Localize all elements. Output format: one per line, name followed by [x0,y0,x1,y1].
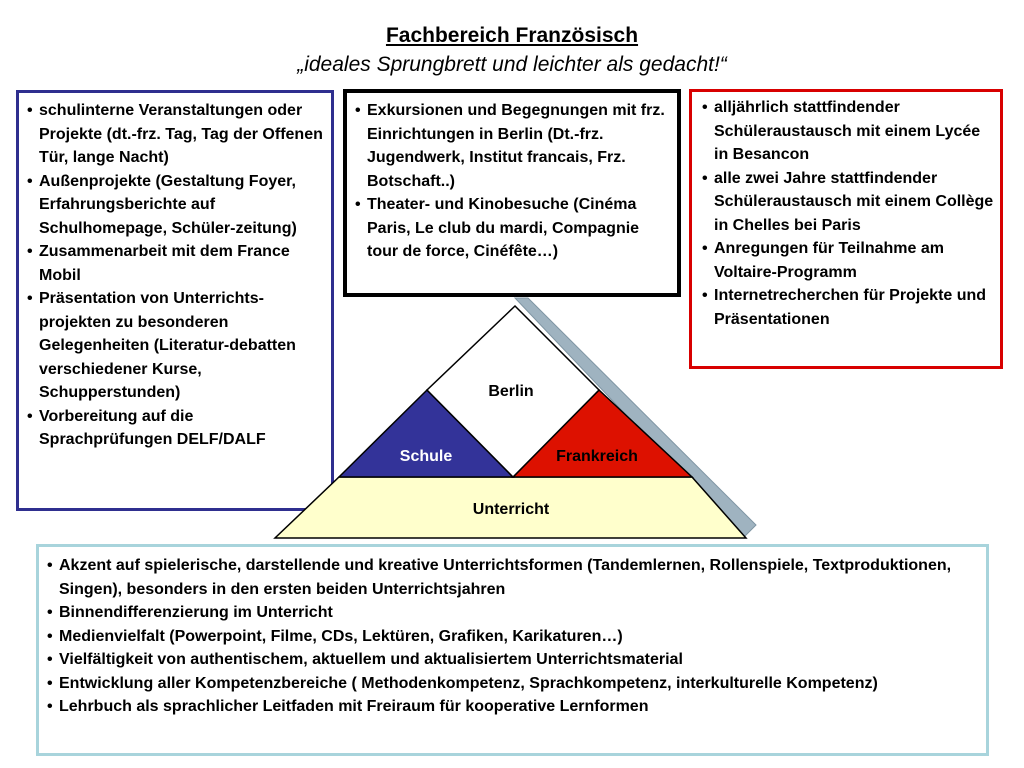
list-item: • Lehrbuch als sprachlicher Leitfaden mit Freiraum für kooperative Lernformen [47,695,982,719]
list-item: • Internetrecherchen für Projekte und Präsentationen [702,284,996,331]
list-item: • alle zwei Jahre stattfindender Schüleraustausch mit einem Collège in Chelles bei Paris [702,167,996,238]
teaching-principles-list [47,554,982,719]
pyramid-right-label: Frankreich [556,448,638,465]
list-item: • Medienvielfalt (Powerpoint, Filme, CDs, Lektüren, Grafiken, Karikaturen…) [47,625,982,649]
teaching-principles-box [36,544,989,756]
list-item: • schulinterne Veranstaltungen oder Projekte (dt.-frz. Tag, Tag der Offenen Tür, lange Nacht) [27,99,327,170]
list-item: • Vielfältigkeit von authentischem, aktuellem und aktualisiertem Unterrichtsmaterial [47,648,982,672]
list-item: • Zusammenarbeit mit dem France Mobil [27,240,327,287]
berlin-activities-list [355,99,673,264]
pyramid-diagram [270,296,760,544]
berlin-activities-box [343,89,681,297]
list-item: • Anregungen für Teilnahme am Voltaire-Programm [702,237,996,284]
list-item: • Akzent auf spielerische, darstellende und kreative Unterrichtsformen (Tandemlernen, Rollenspiele, Textproduktionen, Singen), besonders in den ersten beiden Unterrichtsjahren [47,554,982,601]
list-item: • Exkursionen und Begegnungen mit frz. Einrichtungen in Berlin (Dt.-frz. Jugendwerk, Institut francais, Frz. Botschaft..) [355,99,673,193]
pyramid-left-label: Schule [399,448,453,465]
page-title: Fachbereich Französisch [385,24,639,47]
list-item: • alljährlich stattfindender Schüleraustausch mit einem Lycée in Besancon [702,96,996,167]
list-item: • Präsentation von Unterrichts-projekten zu besonderen Gelegenheiten (Literatur-debatten verschiedener Kurse, Schupperstunden) [27,287,327,405]
list-item: • Außenprojekte (Gestaltung Foyer, Erfahrungsberichte auf Schulhomepage, Schüler-zeitung) [27,170,327,241]
list-item: • Theater- und Kinobesuche (Cinéma Paris, Le club du mardi, Compagnie tour de force, Cinéfête…) [355,193,673,264]
page-subtitle: „ideales Sprungbrett und leichter als gedacht!“ [297,53,727,76]
list-item: • Binnendifferenzierung im Unterricht [47,601,982,625]
list-item: • Vorbereitung auf die Sprachprüfungen DELF/DALF [27,405,327,452]
pyramid-top-label: Berlin [488,383,534,400]
list-item: • Entwicklung aller Kompetenzbereiche ( Methodenkompetenz, Sprachkompetenz, interkulturelle Kompetenz) [47,672,982,696]
pyramid-base-label: Unterricht [472,501,550,518]
